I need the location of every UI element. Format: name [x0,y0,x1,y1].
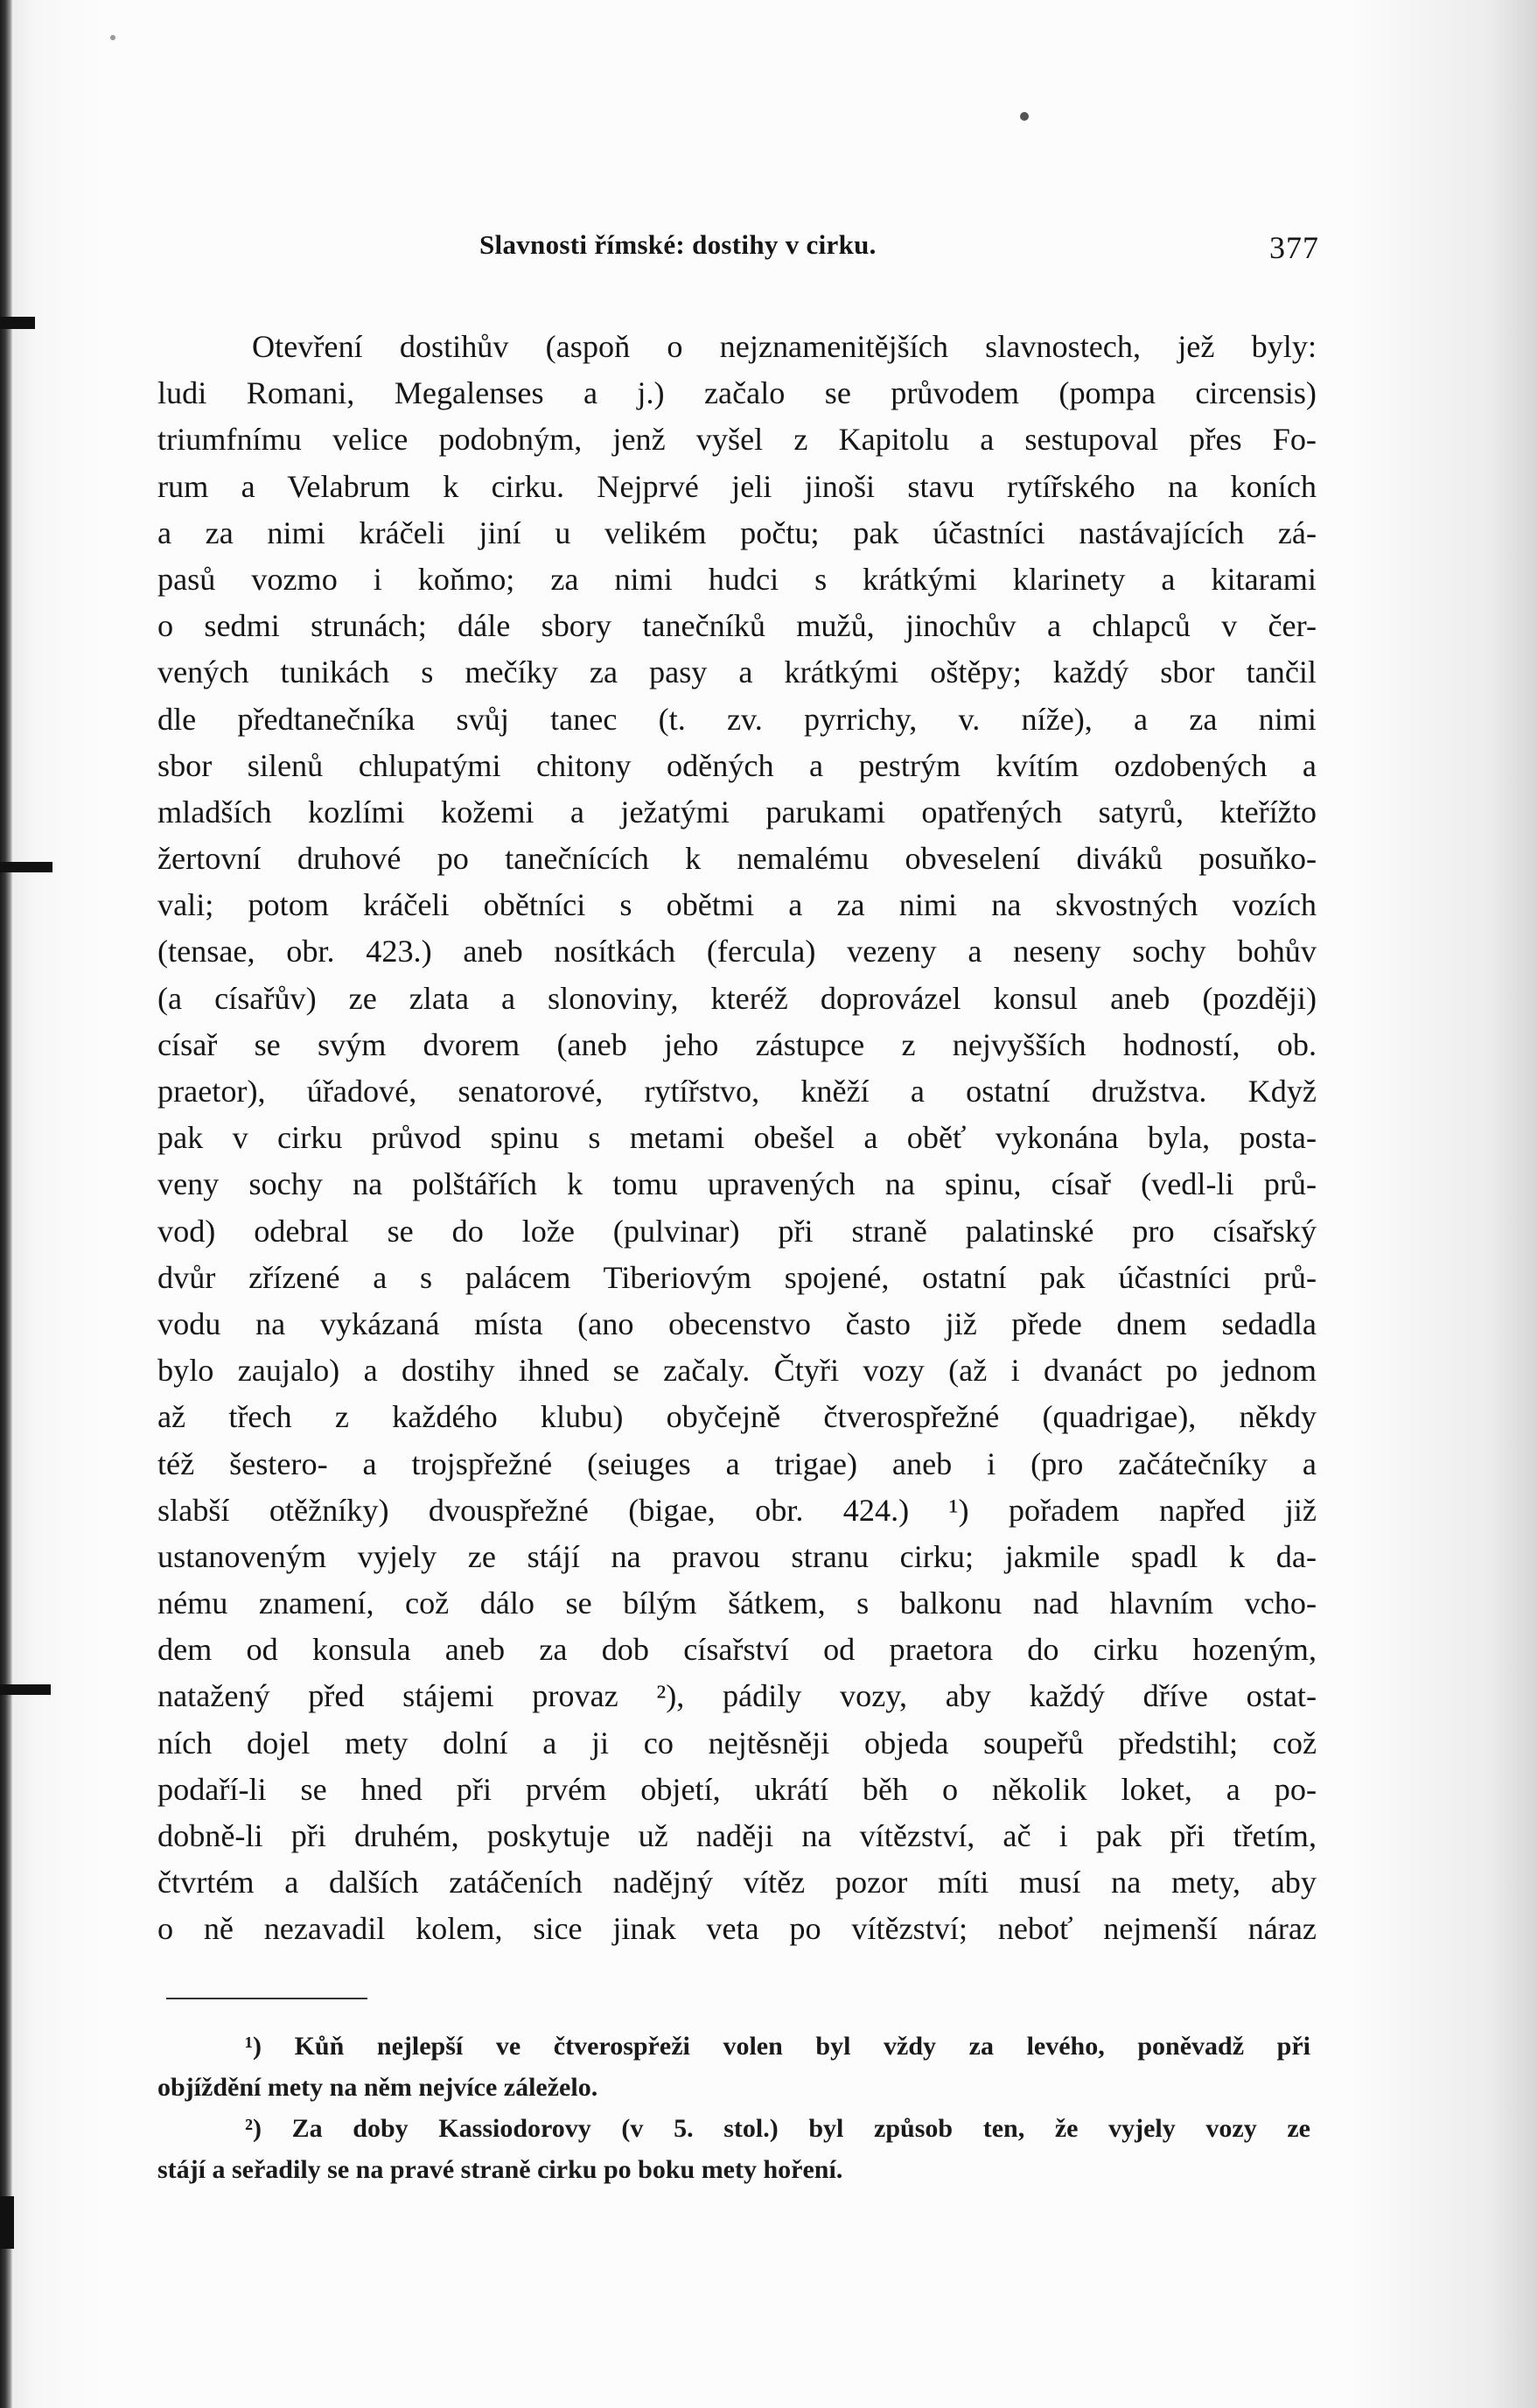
text-line: praetor), úřadové, senatorové, rytířstvo, kněží a ostatní družstva. Když [157,1074,1317,1109]
page-binding-edge [0,0,12,2408]
text-line: Otevření dostihův (aspoň o nejznamenitějších slavnostech, jež byly: [252,329,1317,364]
text-line: ustanoveným vyjely ze stájí na pravou stranu cirku; jakmile spadl k da- [157,1538,1317,1574]
page-number: 377 [1269,230,1319,265]
footnote-line: ²) Za doby Kassiodorovy (v 5. stol.) byl způsob ten, že vyjely vozy ze [245,2114,1310,2143]
footnote-line: ¹) Kůň nejlepší ve čtverospřeži volen byl vždy za levého, poněvadž při [245,2032,1310,2061]
text-line: ludi Romani, Megalenses a j.) začalo se průvodem (pompa circensis) [157,375,1317,411]
binding-mark [0,2196,14,2249]
text-line: dem od konsula aneb za dob císařství od praetora do cirku hozeným, [157,1632,1317,1668]
text-line: a za nimi kráčeli jiní u velikém počtu; pak účastníci nastávajících zá- [157,514,1317,550]
footnote-separator [166,1998,367,1999]
text-line: vených tunikách s mečíky za pasy a krátkými oštěpy; každý sbor tančil [157,654,1317,690]
text-line: mladších kozlími kožemi a ježatými parukami opatřených satyrů, kteřížto [157,794,1317,830]
text-line: císař se svým dvorem (aneb jeho zástupce z nejvyšších hodností, ob. [157,1026,1317,1062]
text-line: o sedmi strunách; dále sbory tanečníků mužů, jinochův a chlapců v čer- [157,608,1317,644]
text-line: bylo zaujalo) a dostihy ihned se začaly. Čtyři vozy (až i dvanáct po jednom [157,1353,1317,1389]
text-line: (a císařův) ze zlata a slonoviny, kteréž doprovázel konsul aneb (později) [157,980,1317,1016]
text-line: dobně-li při druhém, poskytuje už naději na vítězství, ač i pak při třetím, [157,1818,1317,1853]
text-line: triumfnímu velice podobným, jenž vyšel z Kapitolu a sestupoval přes Fo- [157,422,1317,458]
text-line: o ně nezavadil kolem, sice jinak veta po vítězství; neboť nejmenší náraz [157,1911,1317,1947]
footnote-line: stájí a seřadily se na pravé straně cirku po boku mety hoření. [157,2155,843,2184]
text-line: rum a Velabrum k cirku. Nejprvé jeli jinoši stavu rytířského na koních [157,468,1317,504]
main-text-block [157,324,1317,1953]
text-line: žertovní druhové po tanečnících k nemalému obveselení diváků posuňko- [157,841,1317,877]
text-line: též šestero- a trojspřežné (seiuges a trigae) aneb i (pro začátečníky a [157,1446,1317,1481]
paper-speck [110,35,115,40]
binding-mark [0,862,52,872]
text-line: čtvrtém a dalších zatáčeních nadějný vítěz pozor míti musí na mety, aby [157,1865,1317,1900]
text-line: až třech z každého klubu) obyčejně čtverospřežné (quadrigae), někdy [157,1399,1317,1435]
text-line: pak v cirku průvod spinu s metami obešel a oběť vykonána byla, posta- [157,1120,1317,1156]
text-line: podaří-li se hned při prvém objetí, ukrátí běh o několik loket, a po- [157,1771,1317,1807]
text-line: veny sochy na polštářích k tomu upravených na spinu, císař (vedl-li prů- [157,1166,1317,1202]
running-title: Slavnosti římské: dostihy v cirku. [479,229,877,260]
text-line: dle předtanečníka svůj tanec (t. zv. pyrrichy, v. níže), a za nimi [157,701,1317,737]
text-line: (tensae, obr. 423.) aneb nosítkách (fercula) vezeny a neseny sochy bohův [157,934,1317,970]
footnote-line: objíždění mety na něm nejvíce záleželo. [157,2073,598,2102]
text-line: slabší otěžníky) dvouspřežné (bigae, obr. 424.) ¹) pořadem napřed již [157,1492,1317,1528]
text-line: vodu na vykázaná místa (ano obecenstvo často již přede dnem sedadla [157,1306,1317,1341]
text-line: vod) odebral se do lože (pulvinar) při straně palatinské pro císařský [157,1213,1317,1249]
text-line: pasů vozmo i koňmo; za nimi hudci s krátkými klarinety a kitarami [157,561,1317,597]
paper-speck [1020,112,1029,121]
text-line: vali; potom kráčeli obětníci s obětmi a za nimi na skvostných vozích [157,887,1317,923]
binding-mark [0,317,35,329]
text-line: natažený před stájemi provaz ²), pádily vozy, aby každý dříve ostat- [157,1678,1317,1714]
text-line: dvůr zřízené a s palácem Tiberiovým spojené, ostatní pak účastníci prů- [157,1259,1317,1295]
binding-mark [0,1684,51,1695]
text-line: nému znamení, což dálo se bílým šátkem, s balkonu nad hlavním vcho- [157,1586,1317,1621]
text-line: sbor silenů chlupatými chitony oděných a pestrým kvítím ozdobených a [157,747,1317,783]
footnotes-block [157,2026,1310,2190]
running-header [479,229,1319,282]
text-line: ních dojel mety dolní a ji co nejtěsněji objeda soupeřů předstihl; což [157,1725,1317,1760]
